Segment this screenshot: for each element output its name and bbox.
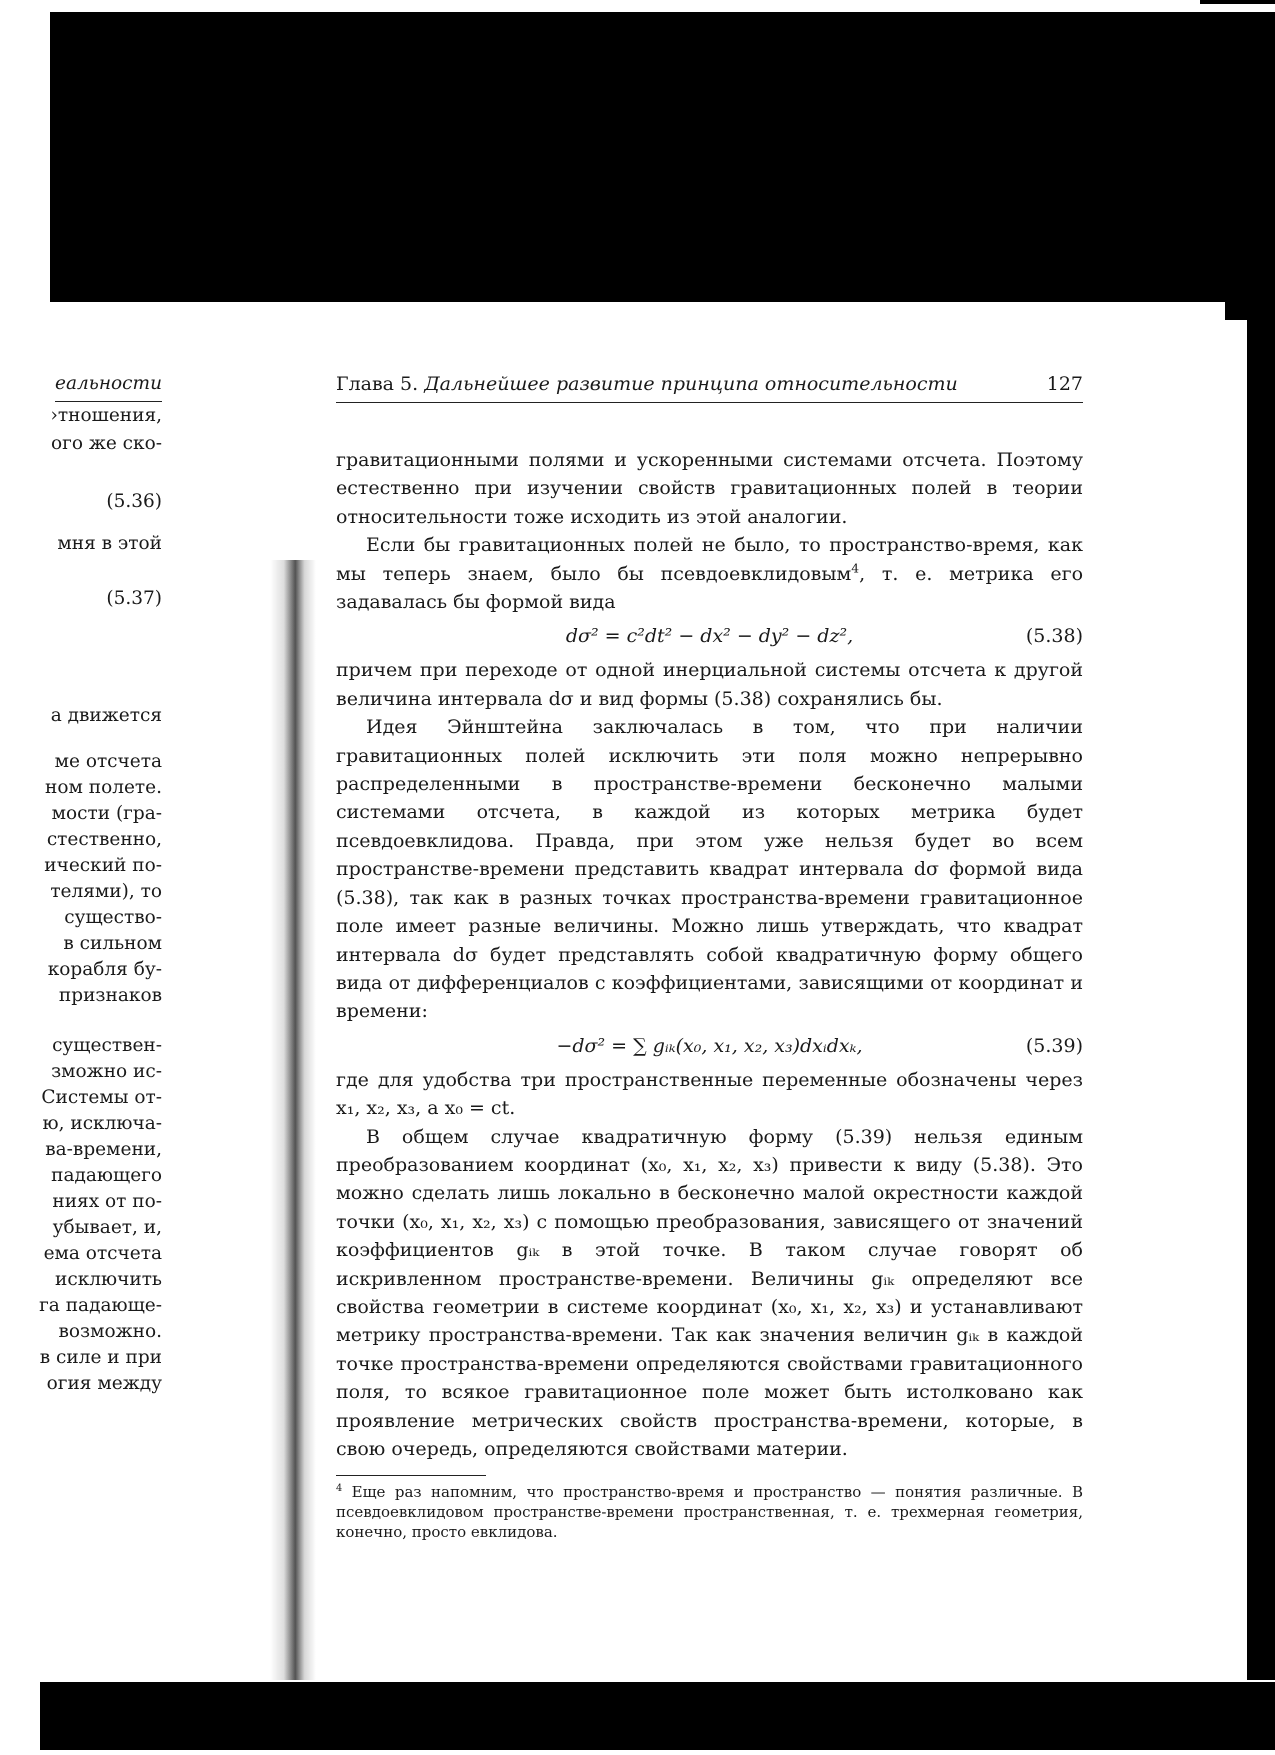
left-page-line: (5.36) bbox=[106, 491, 162, 512]
left-page-line: ого же ско- bbox=[50, 433, 162, 454]
left-page-header: еальности bbox=[55, 370, 162, 402]
left-page-line: корабля бу- bbox=[47, 959, 162, 980]
footnote-ref: 4 bbox=[851, 561, 860, 576]
left-page-line: ва-времени, bbox=[45, 1139, 162, 1160]
paragraph-2-part-b: , т. е. метрика его задавалась бы формой вида bbox=[336, 562, 1084, 614]
chapter-title: Дальнейшее развитие принципа относительности bbox=[424, 373, 958, 395]
equation-5-39-formula: −dσ² = ∑ gᵢₖ(x₀, x₁, x₂, x₃)dxᵢdxₖ, bbox=[556, 1034, 863, 1057]
book-gutter-shadow bbox=[270, 560, 316, 1680]
left-page-line: мня в этой bbox=[57, 533, 162, 554]
paragraph-3: причем при переходе от одной инерциальной системы отсчета к другой величина интервала dσ и вид формы (5.38) сохранялись бы. bbox=[336, 659, 1083, 710]
scan-border-right bbox=[1247, 300, 1275, 1680]
left-page-line: стественно, bbox=[46, 829, 162, 850]
scan-border-top bbox=[50, 12, 1275, 302]
running-head bbox=[336, 370, 1083, 403]
page-number: 127 bbox=[1046, 373, 1083, 395]
left-page-line: убывает, и, bbox=[52, 1217, 162, 1238]
left-page-line: а движется bbox=[50, 705, 162, 726]
left-page-line: ниях от по- bbox=[52, 1191, 162, 1212]
equation-5-39 bbox=[336, 1026, 1083, 1066]
equation-5-39-number: (5.39) bbox=[1025, 1034, 1083, 1057]
left-page-line: падающего bbox=[51, 1165, 162, 1186]
equation-5-38-number: (5.38) bbox=[1025, 625, 1083, 648]
left-page-line: ема отсчета bbox=[43, 1243, 162, 1264]
left-page-line: ю, исключа- bbox=[42, 1113, 162, 1134]
left-page-line: в силе и при bbox=[39, 1347, 162, 1368]
left-page-line: Системы от- bbox=[41, 1087, 162, 1108]
left-page-line: зможно ис- bbox=[51, 1061, 162, 1082]
left-page-line: ический по- bbox=[44, 855, 162, 876]
scan-border-bottom bbox=[40, 1682, 1275, 1750]
footnote-mark: 4 bbox=[336, 1483, 343, 1495]
footnote bbox=[336, 1482, 1083, 1542]
equation-5-38-formula: dσ² = c²dt² − dx² − dy² − dz², bbox=[565, 625, 854, 648]
equation-5-38 bbox=[336, 616, 1083, 656]
left-page-line: существен- bbox=[52, 1035, 162, 1056]
scan-border-topline bbox=[1200, 0, 1275, 4]
left-page-line: существо- bbox=[64, 907, 162, 928]
left-page-line: в сильном bbox=[63, 933, 162, 954]
paragraph-6: В общем случае квадратичную форму (5.39) нельзя единым преобразованием координат (x₀, x₁, x₂, x₃) привести к виду (5.38). Это можно сделать лишь локально в бесконечно малой окрестности каждой точки (x₀, x₁, x₂, x₃) с помощью преобразования, зависящего от значений коэффициентов gᵢₖ в этой точке. В таком случае говорят об искривленном пространстве-времени. Величины gᵢₖ определяют все свойства геометрии в системе координат (x₀, x₁, x₂, x₃) и устанавливают метрику пространства-времени. Так как значения величин gᵢₖ в каждой точке пространства-времени определяются свойствами гравитационного поля, то всякое гравитационное поле может быть истолковано как проявление метрических свойств пространства-времени, которые, в свою очередь, определяются свойствами материи. bbox=[336, 1125, 1083, 1460]
page-body bbox=[336, 446, 1083, 1542]
paragraph-1: гравитационными полями и ускоренными системами отсчета. Поэтому естественно при изучении свойств гравитационных полей в теории относительности тоже исходить из этой аналогии. bbox=[336, 449, 1083, 528]
left-page-line: телями), то bbox=[50, 881, 162, 902]
left-page-line: возможно. bbox=[58, 1321, 162, 1342]
paragraph-2-part-a: Если бы гравитационных полей не было, то пространство-время, как мы теперь знаем, было бы псевдоевклидовым bbox=[336, 534, 1083, 585]
paragraph-4: Идея Эйнштейна заключалась в том, что при наличии гравитационных полей исключить эти поля можно непрерывно распределенными в пространстве-времени бесконечно малыми системами отсчета, в каждой из которых метрика будет псевдоевклидова. Правда, при этом уже нельзя будет во всем пространстве-времени представить квадрат интервала dσ формой вида (5.38), так как в разных точках пространства-времени гравитационное поле имеет разные величины. Можно лишь утверждать, что квадрат интервала dσ будет представлять собой квадратичную форму общего вида от дифференциалов с коэффициентами, зависящими от координат и времени: bbox=[336, 716, 1083, 1023]
left-page-line: (5.37) bbox=[106, 588, 162, 609]
left-page-line: огия между bbox=[46, 1373, 162, 1394]
paragraph-5: где для удобства три пространственные переменные обозначены через x₁, x₂, x₃, а x₀ = ct. bbox=[336, 1068, 1083, 1120]
left-page-line: ›тношения, bbox=[50, 405, 162, 426]
left-page-line: исключить bbox=[55, 1269, 162, 1290]
left-page-line: признаков bbox=[58, 985, 162, 1006]
footnote-text: Еще раз напомним, что пространство-время и пространство — понятия различные. В псевдоевклидовом пространстве-времени пространственная, т. е. трехмерная геометрия, конечно, просто евклидова. bbox=[336, 1483, 1083, 1542]
paragraph-2 bbox=[336, 531, 1083, 616]
chapter-label: Глава 5. bbox=[336, 373, 419, 395]
left-page-line: ме отсчета bbox=[54, 751, 162, 772]
left-page-line: га падающе- bbox=[39, 1295, 162, 1316]
left-page-line: ном полете. bbox=[45, 777, 162, 798]
left-page-line: мости (гра- bbox=[51, 803, 162, 824]
footnote-rule bbox=[336, 1475, 486, 1476]
